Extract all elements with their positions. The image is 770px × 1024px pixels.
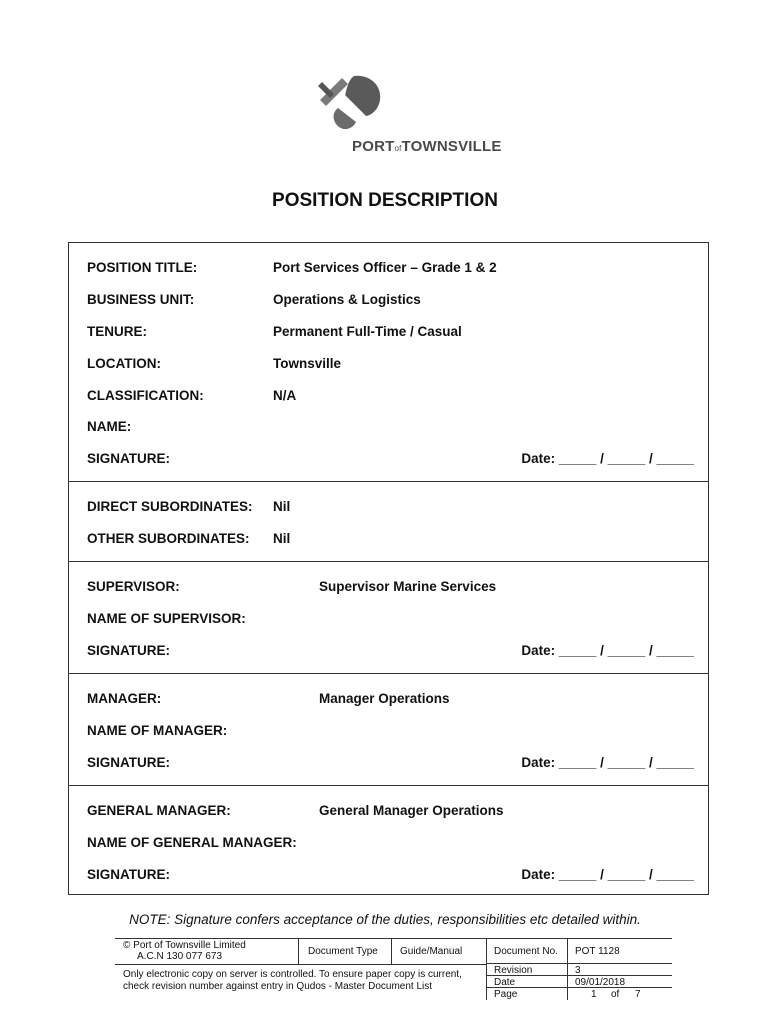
manager-signature-label: SIGNATURE: [87, 755, 170, 770]
footer-revision-label: Revision [494, 965, 533, 976]
footer-line [115, 938, 672, 939]
section-divider [69, 785, 708, 786]
name-label: NAME: [87, 419, 132, 434]
manager-signature-date: Date: _____ / _____ / _____ [521, 755, 694, 770]
supervisor-name-label: NAME OF SUPERVISOR: [87, 611, 246, 626]
supervisor-value: Supervisor Marine Services [319, 579, 497, 594]
location-label: LOCATION: [87, 356, 161, 371]
other-subordinates-label: OTHER SUBORDINATES: [87, 531, 250, 546]
footer-date-value: 09/01/2018 [575, 977, 626, 988]
general-manager-name-label: NAME OF GENERAL MANAGER: [87, 835, 297, 850]
logo-of-text: of [394, 144, 402, 153]
other-subordinates-value: Nil [273, 531, 291, 546]
footer-control-line2: check revision number against entry in Qudos - Master Document List [123, 981, 433, 992]
supervisor-label: SUPERVISOR: [87, 579, 180, 594]
position-title-label: POSITION TITLE: [87, 260, 198, 275]
classification-value: N/A [273, 388, 297, 403]
general-manager-label: GENERAL MANAGER: [87, 803, 231, 818]
section-divider [69, 561, 708, 562]
business-unit-label: BUSINESS UNIT: [87, 292, 195, 307]
tenure-value: Permanent Full-Time / Casual [273, 324, 462, 339]
footer-page-label: Page [494, 989, 518, 1000]
position-title-value: Port Services Officer – Grade 1 & 2 [273, 260, 497, 275]
footer-acn: A.C.N 130 077 673 [137, 951, 223, 962]
supervisor-signature-date: Date: _____ / _____ / _____ [521, 643, 694, 658]
footer-date-label: Date [494, 977, 516, 988]
direct-subordinates-label: DIRECT SUBORDINATES: [87, 499, 253, 514]
footer-control-line1: Only electronic copy on server is controlled. To ensure paper copy is current, [123, 969, 462, 980]
footer-page-of: of [611, 989, 620, 1000]
footer-line [115, 964, 486, 965]
footer-page-number: 1 [591, 989, 597, 1000]
footer-copyright: © Port of Townsville Limited [123, 940, 246, 951]
logo-port-text: PORT [352, 138, 395, 155]
logo-mark-icon [316, 72, 386, 134]
signature-label: SIGNATURE: [87, 451, 170, 466]
footer-doc-no-label: Document No. [494, 946, 558, 957]
manager-value: Manager Operations [319, 691, 450, 706]
footer-page-total: 7 [635, 989, 641, 1000]
classification-label: CLASSIFICATION: [87, 388, 204, 403]
business-unit-value: Operations & Logistics [273, 292, 421, 307]
supervisor-signature-label: SIGNATURE: [87, 643, 170, 658]
signature-date: Date: _____ / _____ / _____ [521, 451, 694, 466]
page-title: POSITION DESCRIPTION [272, 190, 498, 211]
footer-doc-type-value: Guide/Manual [400, 946, 463, 957]
section-divider [69, 481, 708, 482]
direct-subordinates-value: Nil [273, 499, 291, 514]
company-logo [300, 72, 502, 162]
footer-line [486, 963, 672, 964]
footer-line [298, 938, 299, 964]
general-manager-signature-label: SIGNATURE: [87, 867, 170, 882]
logo-wordmark [352, 138, 502, 155]
manager-name-label: NAME OF MANAGER: [87, 723, 228, 738]
tenure-label: TENURE: [87, 324, 147, 339]
document-control-footer [115, 938, 672, 1002]
location-value: Townsville [273, 356, 342, 371]
footer-doc-no-value: POT 1128 [575, 946, 620, 957]
footer-doc-type-label: Document Type [308, 946, 378, 957]
general-manager-signature-date: Date: _____ / _____ / _____ [521, 867, 694, 882]
general-manager-value: General Manager Operations [319, 803, 504, 818]
manager-label: MANAGER: [87, 691, 162, 706]
footer-line [486, 938, 487, 1000]
footer-line [391, 938, 392, 964]
signature-note: NOTE: Signature confers acceptance of the duties, responsibilities etc detailed within. [129, 912, 641, 927]
footer-line [567, 938, 568, 1000]
logo-townsville-text: TOWNSVILLE [401, 138, 502, 155]
footer-revision-value: 3 [575, 965, 581, 976]
section-divider [69, 673, 708, 674]
position-details-form [68, 242, 709, 895]
